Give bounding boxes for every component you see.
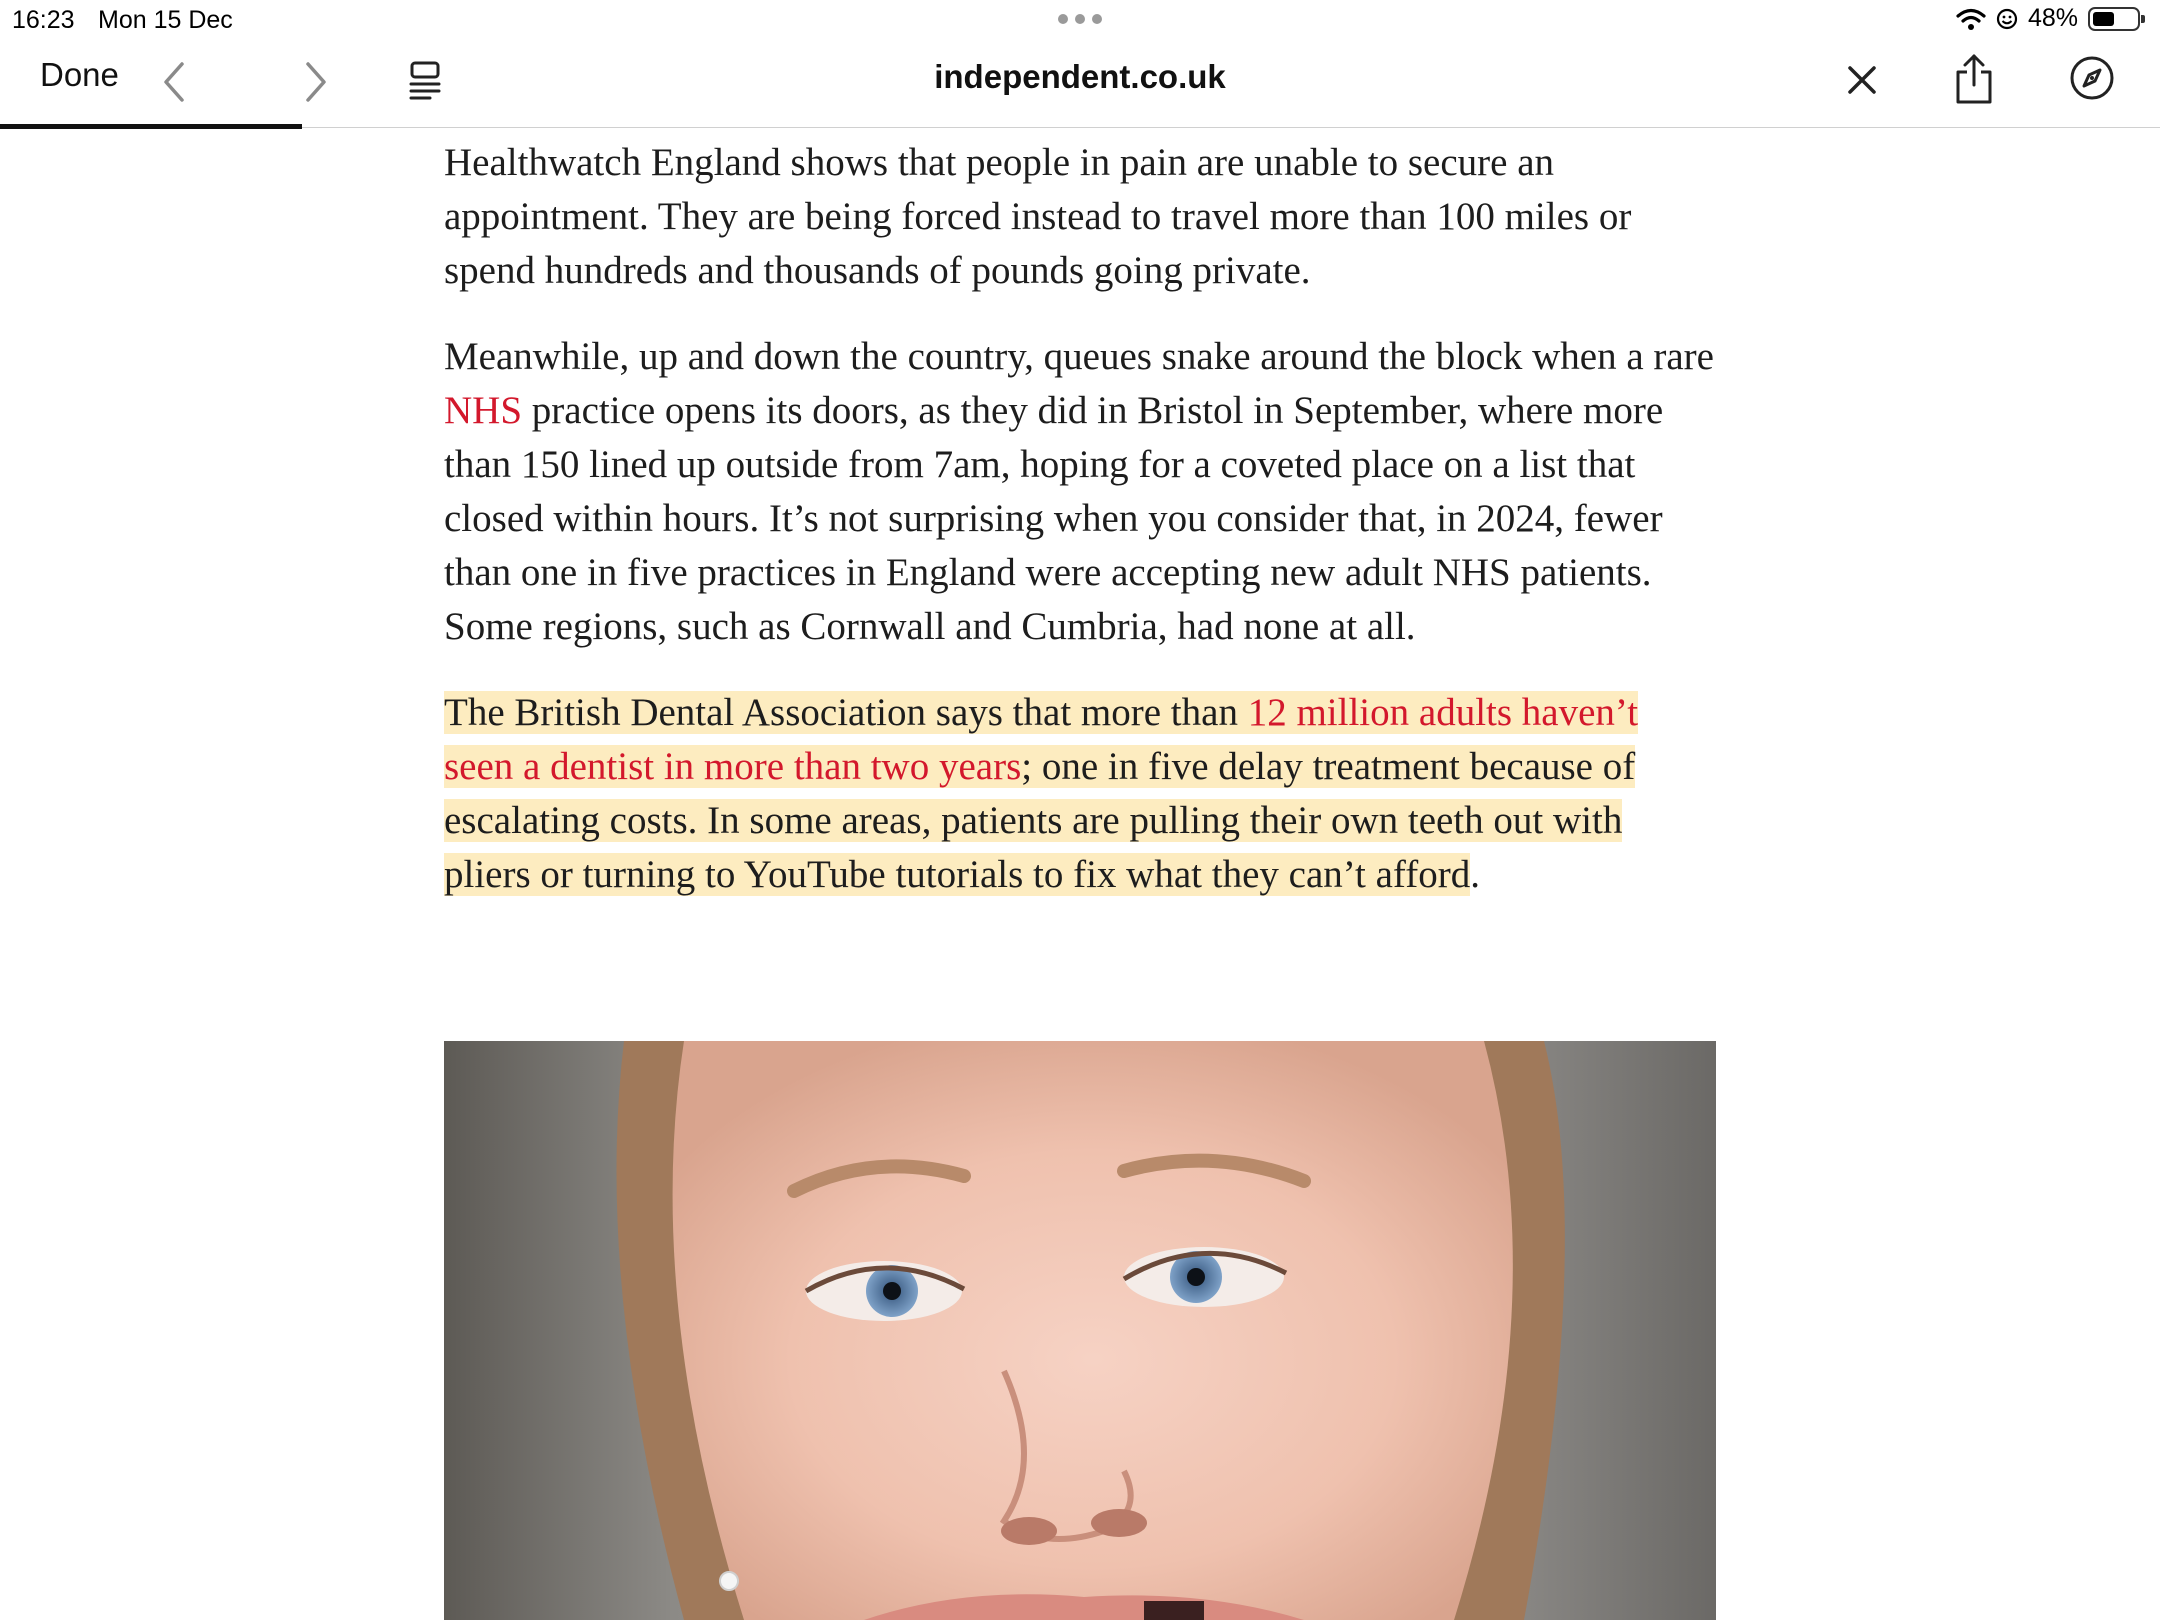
status-date: Mon 15 Dec	[98, 6, 233, 34]
wifi-icon	[1956, 7, 1986, 31]
article-paragraph	[444, 330, 1716, 654]
status-time: 16:23	[12, 6, 75, 34]
paragraph-text: .	[1470, 853, 1480, 896]
article-paragraph: Healthwatch England shows that people in pain are unable to secure an appointment. They are being forced instead to travel more than 100 miles or spend hundreds and thousands of pounds going private.	[444, 141, 1632, 292]
battery-icon	[2088, 7, 2140, 31]
done-button[interactable]: Done	[40, 56, 119, 93]
highlighted-text: The British Dental Association says that more than	[444, 691, 1248, 734]
article-photo	[444, 1041, 1716, 1620]
back-button[interactable]	[160, 60, 188, 107]
share-icon	[1952, 52, 1996, 106]
page-load-progress	[0, 124, 302, 129]
multitasking-dots-icon[interactable]	[1058, 14, 1102, 24]
child-face-image	[444, 1041, 1716, 1620]
reader-view-button[interactable]	[408, 60, 442, 103]
browser-toolbar	[0, 40, 2160, 128]
url-display: independent.co.uk	[934, 58, 1226, 95]
paragraph-text: practice opens its doors, as they did in Bristol in September, where more than 150 lined up outside from 7am, hoping for a coveted place on a list that closed within hours. It’s not surprising when you consider that, in 2024, fewer than one in five practices in England were accepting new adult NHS patients. Some regions, such as Cornwall and Cumbria, had none at all.	[444, 389, 1664, 648]
bda-statistics-link[interactable]: 12 million adults haven’t seen a dentist in more than two years	[444, 691, 1639, 788]
share-button[interactable]	[1952, 52, 1996, 109]
focus-smiley-icon	[1996, 8, 2018, 30]
safari-compass-button[interactable]	[2068, 54, 2116, 105]
article-paragraph-highlighted	[444, 686, 1716, 902]
status-indicators	[1956, 4, 2140, 33]
article-body	[444, 128, 1716, 934]
paragraph-text: Meanwhile, up and down the country, queues snake around the block when a rare	[444, 335, 1714, 378]
reader-view-icon	[408, 60, 442, 100]
chevron-left-icon	[160, 60, 188, 104]
close-button[interactable]	[1844, 62, 1880, 101]
status-bar	[0, 0, 2160, 40]
highlighted-text: ; one in five delay treatment because of escalating costs. In some areas, patients are pulling their own teeth out with pliers or turning to YouTube tutorials to fix what they can’t afford	[444, 745, 1636, 896]
battery-percentage: 48%	[2027, 4, 2078, 32]
compass-icon	[2068, 54, 2116, 102]
forward-button[interactable]	[302, 60, 330, 107]
chevron-right-icon	[302, 60, 330, 104]
nhs-link[interactable]: NHS	[444, 389, 523, 432]
close-icon	[1844, 62, 1880, 98]
